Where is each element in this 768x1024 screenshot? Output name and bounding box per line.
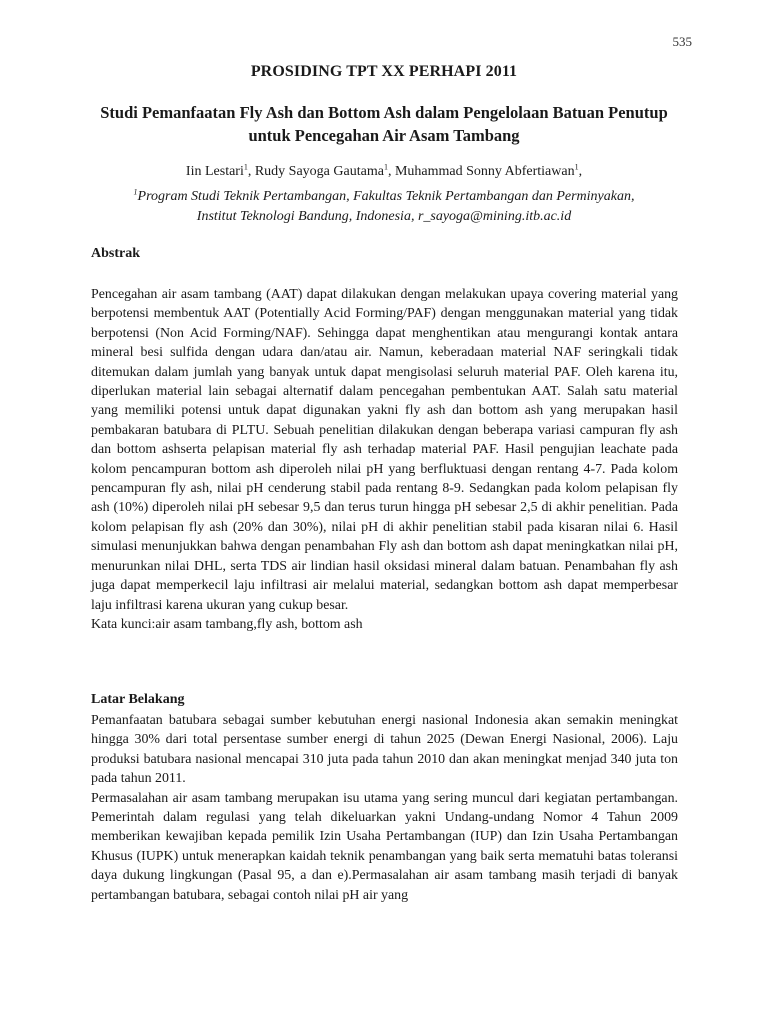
abstract-body	[91, 285, 678, 634]
author-list: Iin Lestari$^1$, Rudy Sayoga Gautama$^1$, Muhammad Sonny Abfertiawan$^1$,	[185, 162, 583, 179]
proceedings-title: PROSIDING TPT XX PERHAPI 2011	[250, 63, 518, 80]
abstract-heading: Abstrak	[91, 246, 141, 261]
affiliation	[0, 187, 768, 227]
author-name: Iin Lestari	[185, 164, 244, 179]
page-number: 535	[672, 34, 692, 49]
author-affiliation-mark: 1	[383, 162, 388, 172]
author-affiliation-mark: 1	[574, 162, 579, 172]
background-body	[91, 711, 678, 905]
paper-title: Studi Pemanfaatan Fly Ash dan Bottom Ash dalam Pengelolaan Batuan Penutup untuk Pencegahan Air Asam Tambang	[100, 103, 668, 145]
affiliation-line-2: Institut Teknologi Bandung, Indonesia, r_sayoga@mining.itb.ac.id	[196, 209, 572, 224]
author-affiliation-mark: 1	[243, 162, 248, 172]
abstract-text: Pencegahan air asam tambang (AAT) dapat dilakukan dengan melakukan upaya covering material yang berpotensi membentuk AAT (Potentially Acid Forming/PAF) dengan menggunakan material yang tidak berpotensi (Non Acid Forming/NAF). Sehingga dapat menghentikan atau mengurangi kontak antara mineral besi sulfida dengan udara dan/atau air. Namun, keberadaan material NAF seringkali tidak ditemukan dalam jumlah yang banyak untuk dapat mengisolasi seluruh material PAF. Oleh karena itu, diperlukan material lain sebagai alternatif dalam pencegahan pembentukan AAT. Salah satu material yang memiliki potensi untuk dapat digunakan yakni fly ash dan bottom ash yang merupakan hasil pembakaran batubara di PLTU. Sebuah penelitian dilakukan dengan beberapa variasi campuran fly ash dan bottom ashserta pelapisan material fly ash terhadap material PAF. Hasil pengujian leachate pada kolom pencampuran bottom ash diperoleh nilai pH yang berfluktuasi dengan rentang 4-7. Pada kolom pencampuran fly ash, nilai pH cenderung stabil pada rentang 8-9. Sedangkan pada kolom pelapisan fly ash (10%) diperoleh nilai pH sebesar 9,5 dan terus turun hingga pH sebesar 2,5 di akhir penelitian. Pada kolom pelapisan fly ash (20% dan 30%), nilai pH di akhir penelitian stabil pada kisaran nilai 6. Hasil simulasi menunjukkan bahwa dengan penambahan Fly ash dan bottom ash dapat meningkatkan nilai pH, menurunkan nilai DHL, serta TDS air lindian hasil oksidasi mineral dalam batuan. Penambahan fly ash juga dapat memperkecil laju infiltrasi air melalui material, sedangkan bottom ash dapat memperbesar laju infiltrasi karena ukuran yang cukup besar.	[91, 287, 678, 613]
background-paragraph-1: Pemanfaatan batubara sebagai sumber kebutuhan energi nasional Indonesia akan semakin meningkat hingga 30% dari total persentase sumber energi di tahun 2025 (Dewan Energi Nasional, 2006). Laju produksi batubara nasional mencapai 310 juta pada tahun 2010 dan akan meningkat menjad 340 juta ton pada tahun 2011.	[91, 713, 678, 787]
keywords: Kata kunci:air asam tambang,fly ash, bottom ash	[91, 616, 363, 632]
author-name: Muhammad Sonny Abfertiawan	[394, 164, 575, 179]
affiliation-mark: 1	[133, 187, 138, 197]
author-name: Rudy Sayoga Gautama	[254, 164, 384, 179]
affiliation-line-1: $^1$Program Studi Teknik Pertambangan, Fakultas Teknik Pertambangan dan Perminyakan,	[133, 187, 635, 204]
background-heading: Latar Belakang	[91, 692, 185, 707]
background-paragraph-2: Permasalahan air asam tambang merupakan isu utama yang sering muncul dari kegiatan pertambangan. Pemerintah dalam regulasi yang telah dikeluarkan yakni Undang-undang Nomor 4 Tahun 2009 memberikan kewajiban kepada pemilik Izin Usaha Pertambangan (IUP) dan Izin Usaha Pertambangan Khusus (IUPK) untuk menerapkan kaidah teknik penambangan yang baik serta mematuhi batas toleransi daya dukung lingkungan (Pasal 95, a dan e).Permasalahan air asam tambang masih terjadi di banyak pertambangan batubara, sebagai contoh nilai pH air yang	[91, 790, 678, 903]
